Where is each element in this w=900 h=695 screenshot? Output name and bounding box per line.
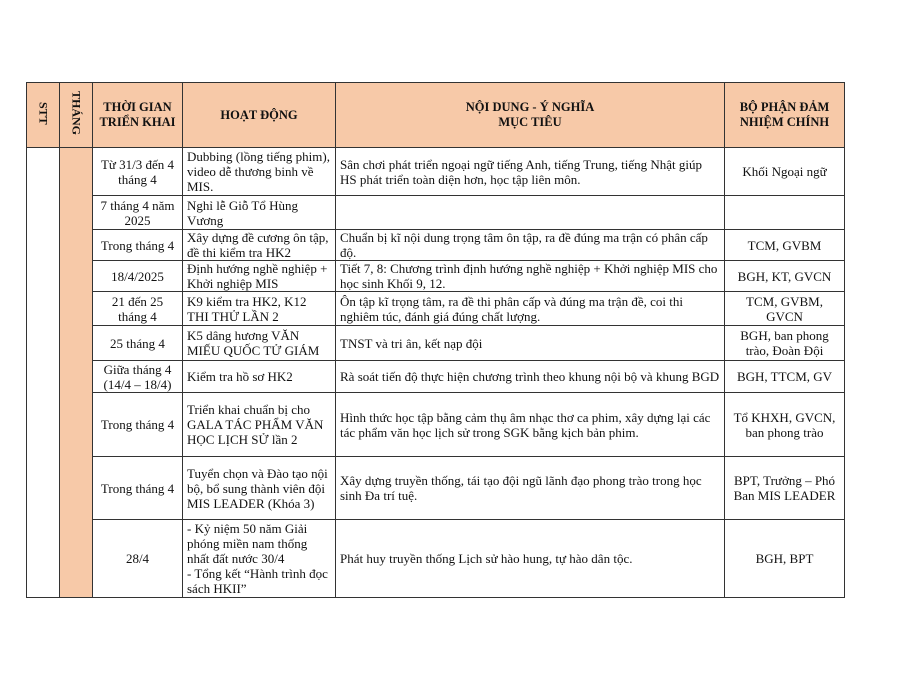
- time-cell: 18/4/2025: [93, 261, 183, 292]
- unit-cell: [725, 196, 845, 230]
- content-cell: Hình thức học tập bằng cảm thụ âm nhạc thơ ca phim, xây dựng lại các tác phẩm văn học lịch sử trong SGK bằng kịch bản phim.: [336, 393, 725, 457]
- unit-cell: BGH, ban phong trào, Đoàn Đội: [725, 326, 845, 361]
- table-row: [27, 393, 845, 457]
- activity-cell: K5 dâng hương VĂN MIẾU QUỐC TỬ GIÁM: [183, 326, 336, 361]
- activity-cell: Kiểm tra hồ sơ HK2: [183, 361, 336, 393]
- activity-cell: Triển khai chuẩn bị cho GALA TÁC PHẨM VĂN HỌC LỊCH SỬ lần 2: [183, 393, 336, 457]
- unit-cell: TCM, GVBM: [725, 230, 845, 261]
- activity-cell: K9 kiểm tra HK2, K12 THI THỬ LẦN 2: [183, 292, 336, 326]
- table-header-row: [27, 83, 845, 148]
- unit-cell: Khối Ngoại ngữ: [725, 148, 845, 196]
- table-row: [27, 292, 845, 326]
- activity-cell: Định hướng nghề nghiệp + Khởi nghiệp MIS: [183, 261, 336, 292]
- activity-cell: Xây dựng đề cương ôn tập, đề thi kiểm tra HK2: [183, 230, 336, 261]
- activity-cell: [183, 520, 336, 598]
- content-cell: Tiết 7, 8: Chương trình định hướng nghề nghiệp + Khởi nghiệp MIS cho học sinh Khối 9, 12.: [336, 261, 725, 292]
- table-row: [27, 326, 845, 361]
- time-cell: 21 đến 25 tháng 4: [93, 292, 183, 326]
- table-row: [27, 261, 845, 292]
- table-row: [27, 230, 845, 261]
- time-cell: 25 tháng 4: [93, 326, 183, 361]
- activity-plan-table: [26, 82, 845, 598]
- unit-cell: BPT, Trưởng – Phó Ban MIS LEADER: [725, 457, 845, 520]
- time-cell: Trong tháng 4: [93, 393, 183, 457]
- activity-line: - Kỷ niệm 50 năm Giải phóng miền nam thống nhất đất nước 30/4: [187, 521, 308, 566]
- stt-cell: [27, 148, 60, 598]
- activity-cell: Dubbing (lồng tiếng phim), video dễ thương binh về MIS.: [183, 148, 336, 196]
- month-cell: [60, 148, 93, 598]
- time-cell: 7 tháng 4 năm 2025: [93, 196, 183, 230]
- activity-cell: Tuyển chọn và Đào tạo nội bộ, bổ sung thành viên đội MIS LEADER (Khóa 3): [183, 457, 336, 520]
- table-row: [27, 361, 845, 393]
- table-row: [27, 520, 845, 598]
- header-stt: STT: [27, 83, 60, 148]
- header-time: THỜI GIAN TRIỂN KHAI: [93, 83, 183, 148]
- time-cell: Từ 31/3 đến 4 tháng 4: [93, 148, 183, 196]
- header-thang: THÁNG: [60, 83, 93, 148]
- unit-cell: TCM, GVBM, GVCN: [725, 292, 845, 326]
- table-row: [27, 457, 845, 520]
- activity-cell: Nghỉ lễ Giỗ Tổ Hùng Vương: [183, 196, 336, 230]
- content-cell: Chuẩn bị kĩ nội dung trọng tâm ôn tập, ra đề đúng ma trận có phân cấp độ.: [336, 230, 725, 261]
- content-cell: Rà soát tiến độ thực hiện chương trình theo khung nội bộ và khung BGD: [336, 361, 725, 393]
- header-unit: BỘ PHẬN ĐẢM NHIỆM CHÍNH: [725, 83, 845, 148]
- unit-cell: BGH, BPT: [725, 520, 845, 598]
- content-cell: [336, 196, 725, 230]
- time-cell: Trong tháng 4: [93, 457, 183, 520]
- time-cell: 28/4: [93, 520, 183, 598]
- table-row: [27, 196, 845, 230]
- time-cell: Giữa tháng 4 (14/4 – 18/4): [93, 361, 183, 393]
- content-cell: Xây dựng truyền thống, tái tạo đội ngũ lãnh đạo phong trào trong học sinh Đa trí tuệ.: [336, 457, 725, 520]
- unit-cell: BGH, KT, GVCN: [725, 261, 845, 292]
- unit-cell: BGH, TTCM, GV: [725, 361, 845, 393]
- content-cell: Sân chơi phát triển ngoại ngữ tiếng Anh, tiếng Trung, tiếng Nhật giúp HS phát triển toàn diện hơn, học tập liên môn.: [336, 148, 725, 196]
- content-cell: TNST và tri ân, kết nạp đội: [336, 326, 725, 361]
- header-content: NỘI DUNG - Ý NGHĨA MỤC TIÊU: [336, 83, 725, 148]
- content-cell: Ôn tập kĩ trọng tâm, ra đề thi phân cấp và đúng ma trận đề, coi thi nghiêm túc, đánh giá đúng chất lượng.: [336, 292, 725, 326]
- table-row: [27, 148, 845, 196]
- content-cell: Phát huy truyền thống Lịch sử hào hung, tự hào dân tộc.: [336, 520, 725, 598]
- header-activity: HOẠT ĐỘNG: [183, 83, 336, 148]
- activity-line: - Tổng kết “Hành trình đọc sách HKII”: [187, 566, 328, 596]
- time-cell: Trong tháng 4: [93, 230, 183, 261]
- unit-cell: Tổ KHXH, GVCN, ban phong trào: [725, 393, 845, 457]
